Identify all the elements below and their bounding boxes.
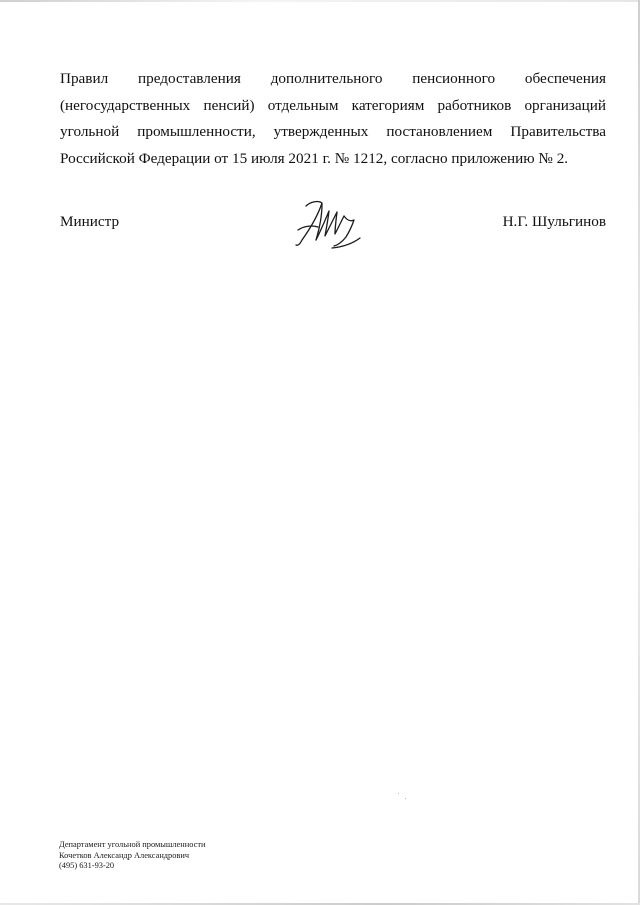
- body-paragraph: Правил предоставления дополнительного пенсионного обеспечения (негосударственных пенсий) отдельным категориям работников организаций угольной промышленности, утвержденных постановлением Правительства Российской Федерации от 15 июля 2021 г. № 1212, согласно приложению № 2.: [60, 70, 606, 167]
- footer-department: Департамент угольной промышленности: [59, 840, 206, 849]
- handwritten-signature: [292, 196, 372, 258]
- document-body: [60, 66, 606, 172]
- signatory-name: Н.Г. Шульгинов: [502, 213, 606, 230]
- footer-phone: (495) 631-93-20: [59, 861, 115, 871]
- scan-speck: [398, 793, 399, 794]
- scan-speck: [405, 798, 406, 799]
- footer-executor: Кочетков Александр Александрович: [59, 850, 190, 860]
- executor-footer: [59, 840, 205, 872]
- signatory-title: Министр: [60, 213, 120, 230]
- scan-edge-top: [0, 0, 640, 2]
- signature-block: [60, 208, 606, 268]
